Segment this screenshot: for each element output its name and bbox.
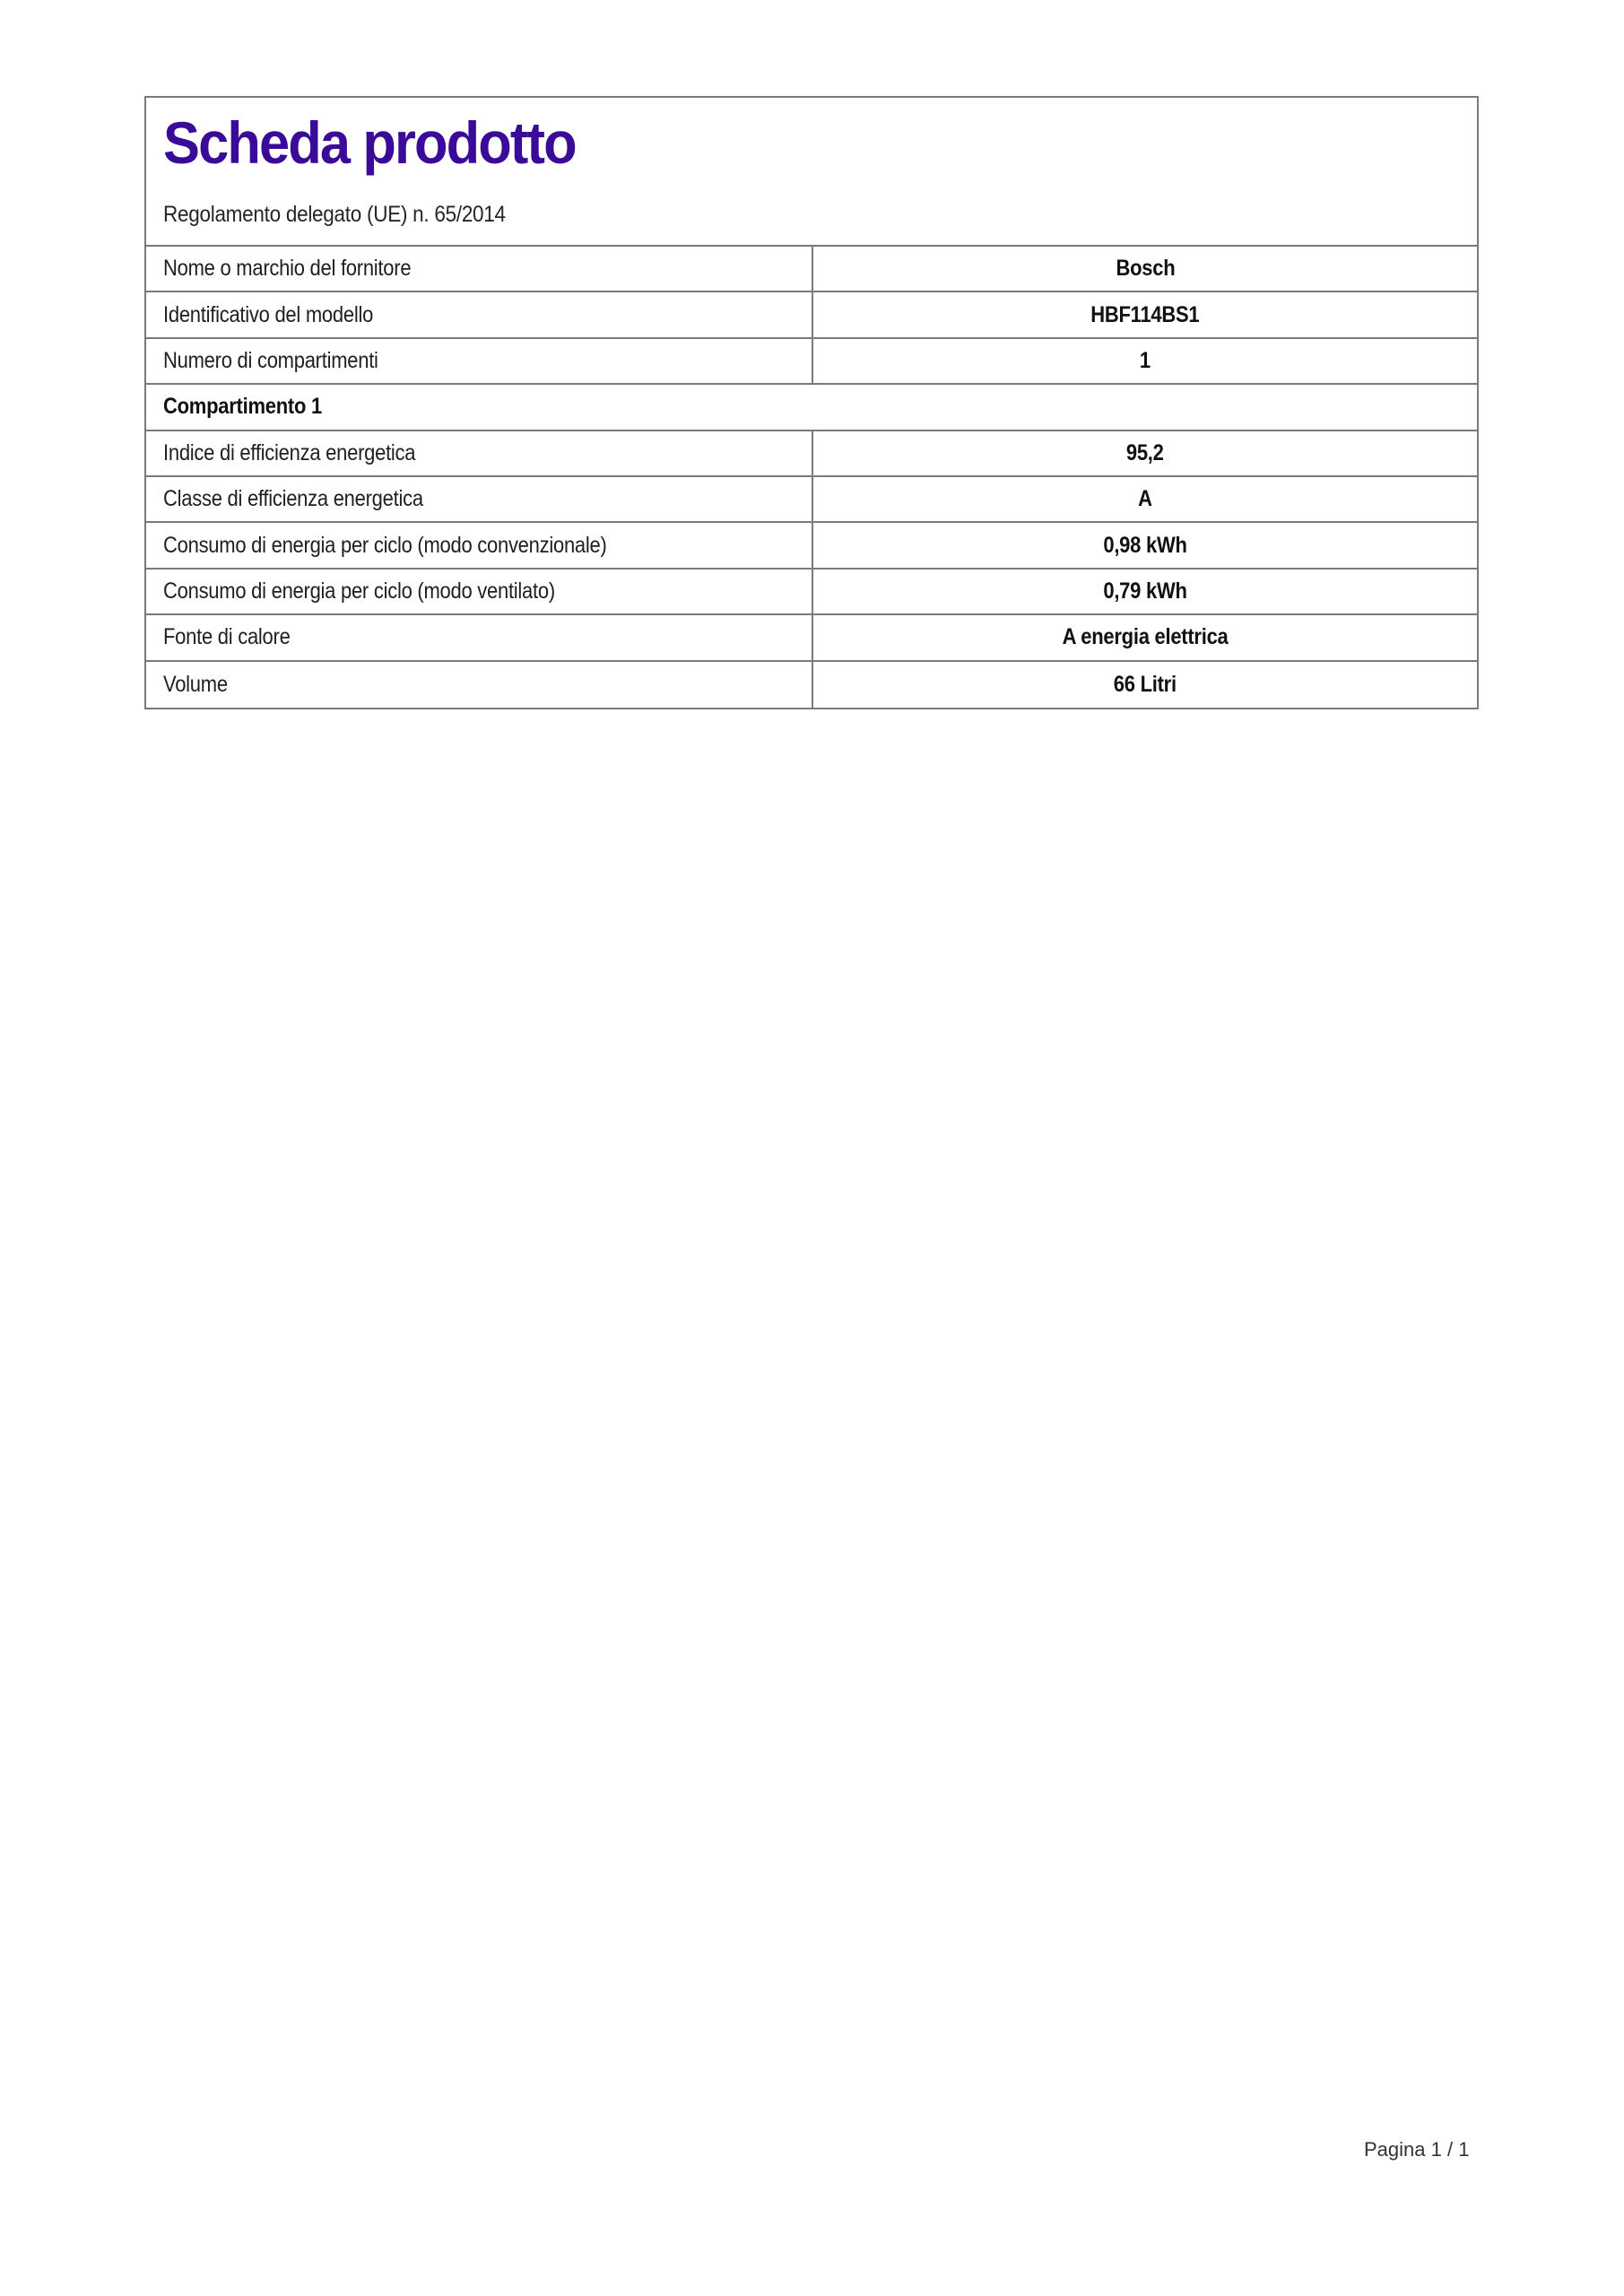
regulation-subtitle: Regolamento delegato (UE) n. 65/2014: [163, 202, 506, 227]
row-value: 1: [1140, 347, 1151, 373]
row-label-cell: [146, 431, 813, 475]
row-label: Volume: [163, 671, 228, 697]
row-value-cell: [813, 477, 1477, 521]
row-label: Classe di efficienza energetica: [163, 486, 423, 512]
row-value: A: [1138, 486, 1152, 512]
row-value-cell: [813, 615, 1477, 659]
row-label: Numero di compartimenti: [163, 347, 378, 373]
sheet-header: [146, 98, 1477, 247]
table-row-heat-source: [146, 615, 1477, 661]
row-value: 95,2: [1126, 439, 1164, 465]
row-value: A energia elettrica: [1062, 624, 1229, 650]
row-label: Consumo di energia per ciclo (modo convenzionale): [163, 532, 607, 558]
table-row-compartments: [146, 339, 1477, 385]
row-value-cell: [813, 523, 1477, 567]
row-label-cell: [146, 477, 813, 521]
page-number: Pagina 1 / 1: [1364, 2138, 1470, 2161]
table-row-efficiency-class: [146, 477, 1477, 523]
row-label: Indice di efficienza energetica: [163, 439, 416, 465]
row-value: Bosch: [1116, 256, 1175, 282]
row-label: Nome o marchio del fornitore: [163, 256, 412, 282]
row-label-cell: [146, 570, 813, 613]
section-label: Compartimento 1: [163, 394, 322, 420]
table-row-consumption-conventional: [146, 523, 1477, 569]
row-label: Consumo di energia per ciclo (modo ventilato): [163, 578, 555, 604]
row-value-cell: [813, 662, 1477, 708]
table-section-compartment-1: [146, 385, 1477, 430]
row-label-cell: [146, 292, 813, 336]
row-label-cell: [146, 523, 813, 567]
table-row-model: [146, 292, 1477, 338]
row-value: 0,79 kWh: [1103, 578, 1187, 604]
section-label-cell: [146, 385, 1477, 429]
row-value: 0,98 kWh: [1103, 532, 1187, 558]
row-label: Fonte di calore: [163, 624, 291, 650]
table-row-volume: [146, 662, 1477, 708]
row-label-cell: [146, 615, 813, 659]
row-label-cell: [146, 247, 813, 291]
row-label-cell: [146, 662, 813, 708]
row-value-cell: [813, 247, 1477, 291]
row-value: HBF114BS1: [1090, 301, 1200, 327]
row-value-cell: [813, 570, 1477, 613]
row-value: 66 Litri: [1113, 671, 1177, 697]
table-row-efficiency-index: [146, 431, 1477, 477]
row-value-cell: [813, 431, 1477, 475]
row-label-cell: [146, 339, 813, 383]
row-value-cell: [813, 339, 1477, 383]
row-value-cell: [813, 292, 1477, 336]
table-row-consumption-fan: [146, 570, 1477, 615]
product-sheet-table: [144, 96, 1479, 709]
table-row-supplier: [146, 247, 1477, 292]
page-title: Scheda prodotto: [163, 109, 576, 176]
row-label: Identificativo del modello: [163, 301, 374, 327]
